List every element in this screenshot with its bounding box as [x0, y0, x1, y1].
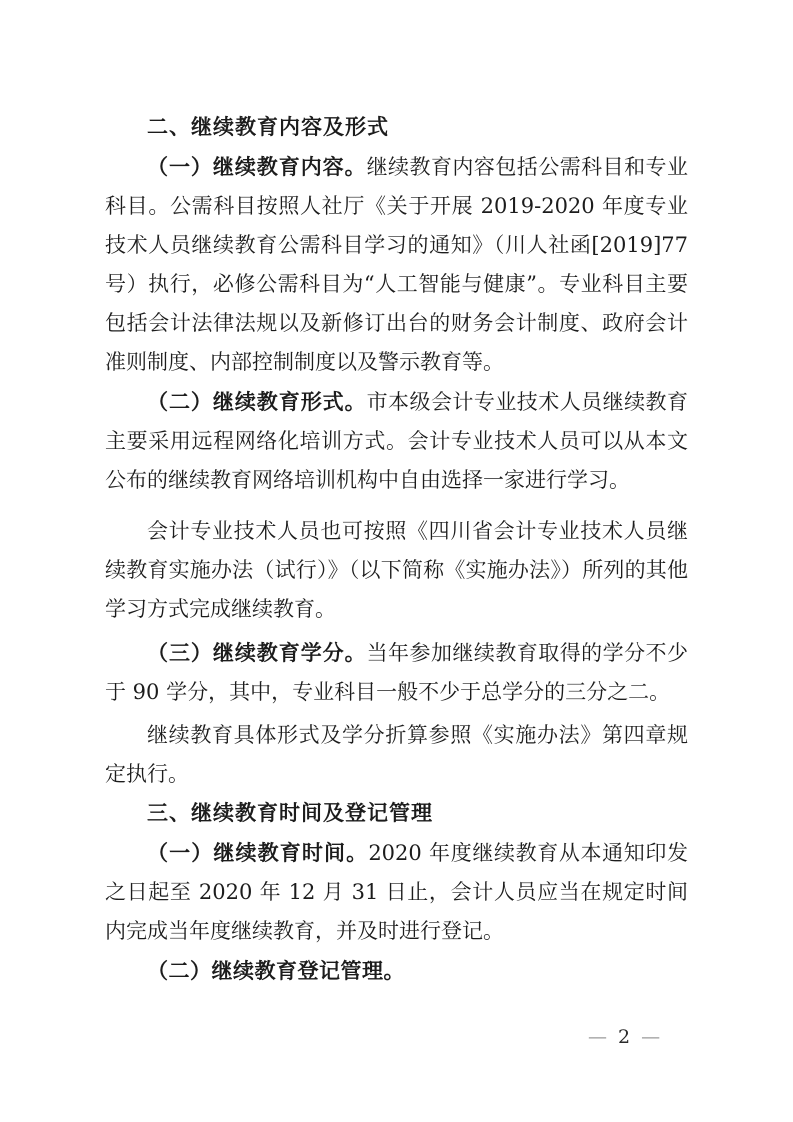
paragraph-continuing-education-credits [105, 633, 688, 712]
paragraph-text-content: 继续教育内容包括公需科目和专业科目。公需科目按照人社厅《关于开展 2019-2020 年度专业技术人员继续教育公需科目学习的通知》（川人社函[2019]77 号）执行，必修公需科目为“人工智能与健康”。专业科目主要包括会计法律法规以及新修订出台的财务会计制度、政府会计准则制度、内部控制制度以及警示教育等。 [105, 155, 689, 374]
paragraph-lead-content: （一）继续教育内容。 [147, 154, 367, 179]
footer-dash-right: — [641, 1026, 661, 1048]
paragraph-lead-form: （二）继续教育形式。 [147, 389, 367, 414]
paragraph-text-time: 2020 年度继续教育从本通知印发之日起至 2020 年 12 月 31 日止，会计人员应当在规定时间内完成当年度继续教育，并及时进行登记。 [105, 841, 688, 943]
paragraph-continuing-education-content [105, 147, 688, 382]
section-heading-time-and-registration: 三、继续教育时间及登记管理 [147, 801, 433, 825]
document-body [105, 108, 688, 991]
paragraph-registration-management [105, 951, 688, 991]
paragraph-credit-conversion: 继续教育具体形式及学分折算参照《实施办法》第四章规定执行。 [105, 723, 688, 786]
footer-dash-left: — [588, 1026, 607, 1048]
paragraph-lead-time: （一）继续教育时间。 [147, 840, 369, 865]
page-footer [588, 1026, 660, 1048]
paragraph-lead-registration: （二）继续教育登记管理。 [147, 958, 405, 983]
paragraph-text-credits: 当年参加继续教育取得的学分不少于 90 学分，其中，专业科目一般不少于总学分的三分之二。 [105, 641, 689, 704]
paragraph-continuing-education-time [105, 833, 688, 951]
paragraph-continuing-education-form [105, 382, 688, 500]
section-heading-content-and-form: 二、继续教育内容及形式 [147, 115, 389, 139]
paragraph-lead-credits: （三）继续教育学分。 [147, 640, 367, 665]
paragraph-text-form: 市本级会计专业技术人员继续教育主要采用远程网络化培训方式。会计专业技术人员可以从本文公布的继续教育网络培训机构中自由选择一家进行学习。 [105, 390, 689, 492]
paragraph-other-learning-methods: 会计专业技术人员也可按照《四川省会计专业技术人员继续教育实施办法（试行）》（以下简称《实施办法》）所列的其他学习方式完成继续教育。 [105, 519, 688, 621]
page-number: 2 [618, 1026, 631, 1048]
